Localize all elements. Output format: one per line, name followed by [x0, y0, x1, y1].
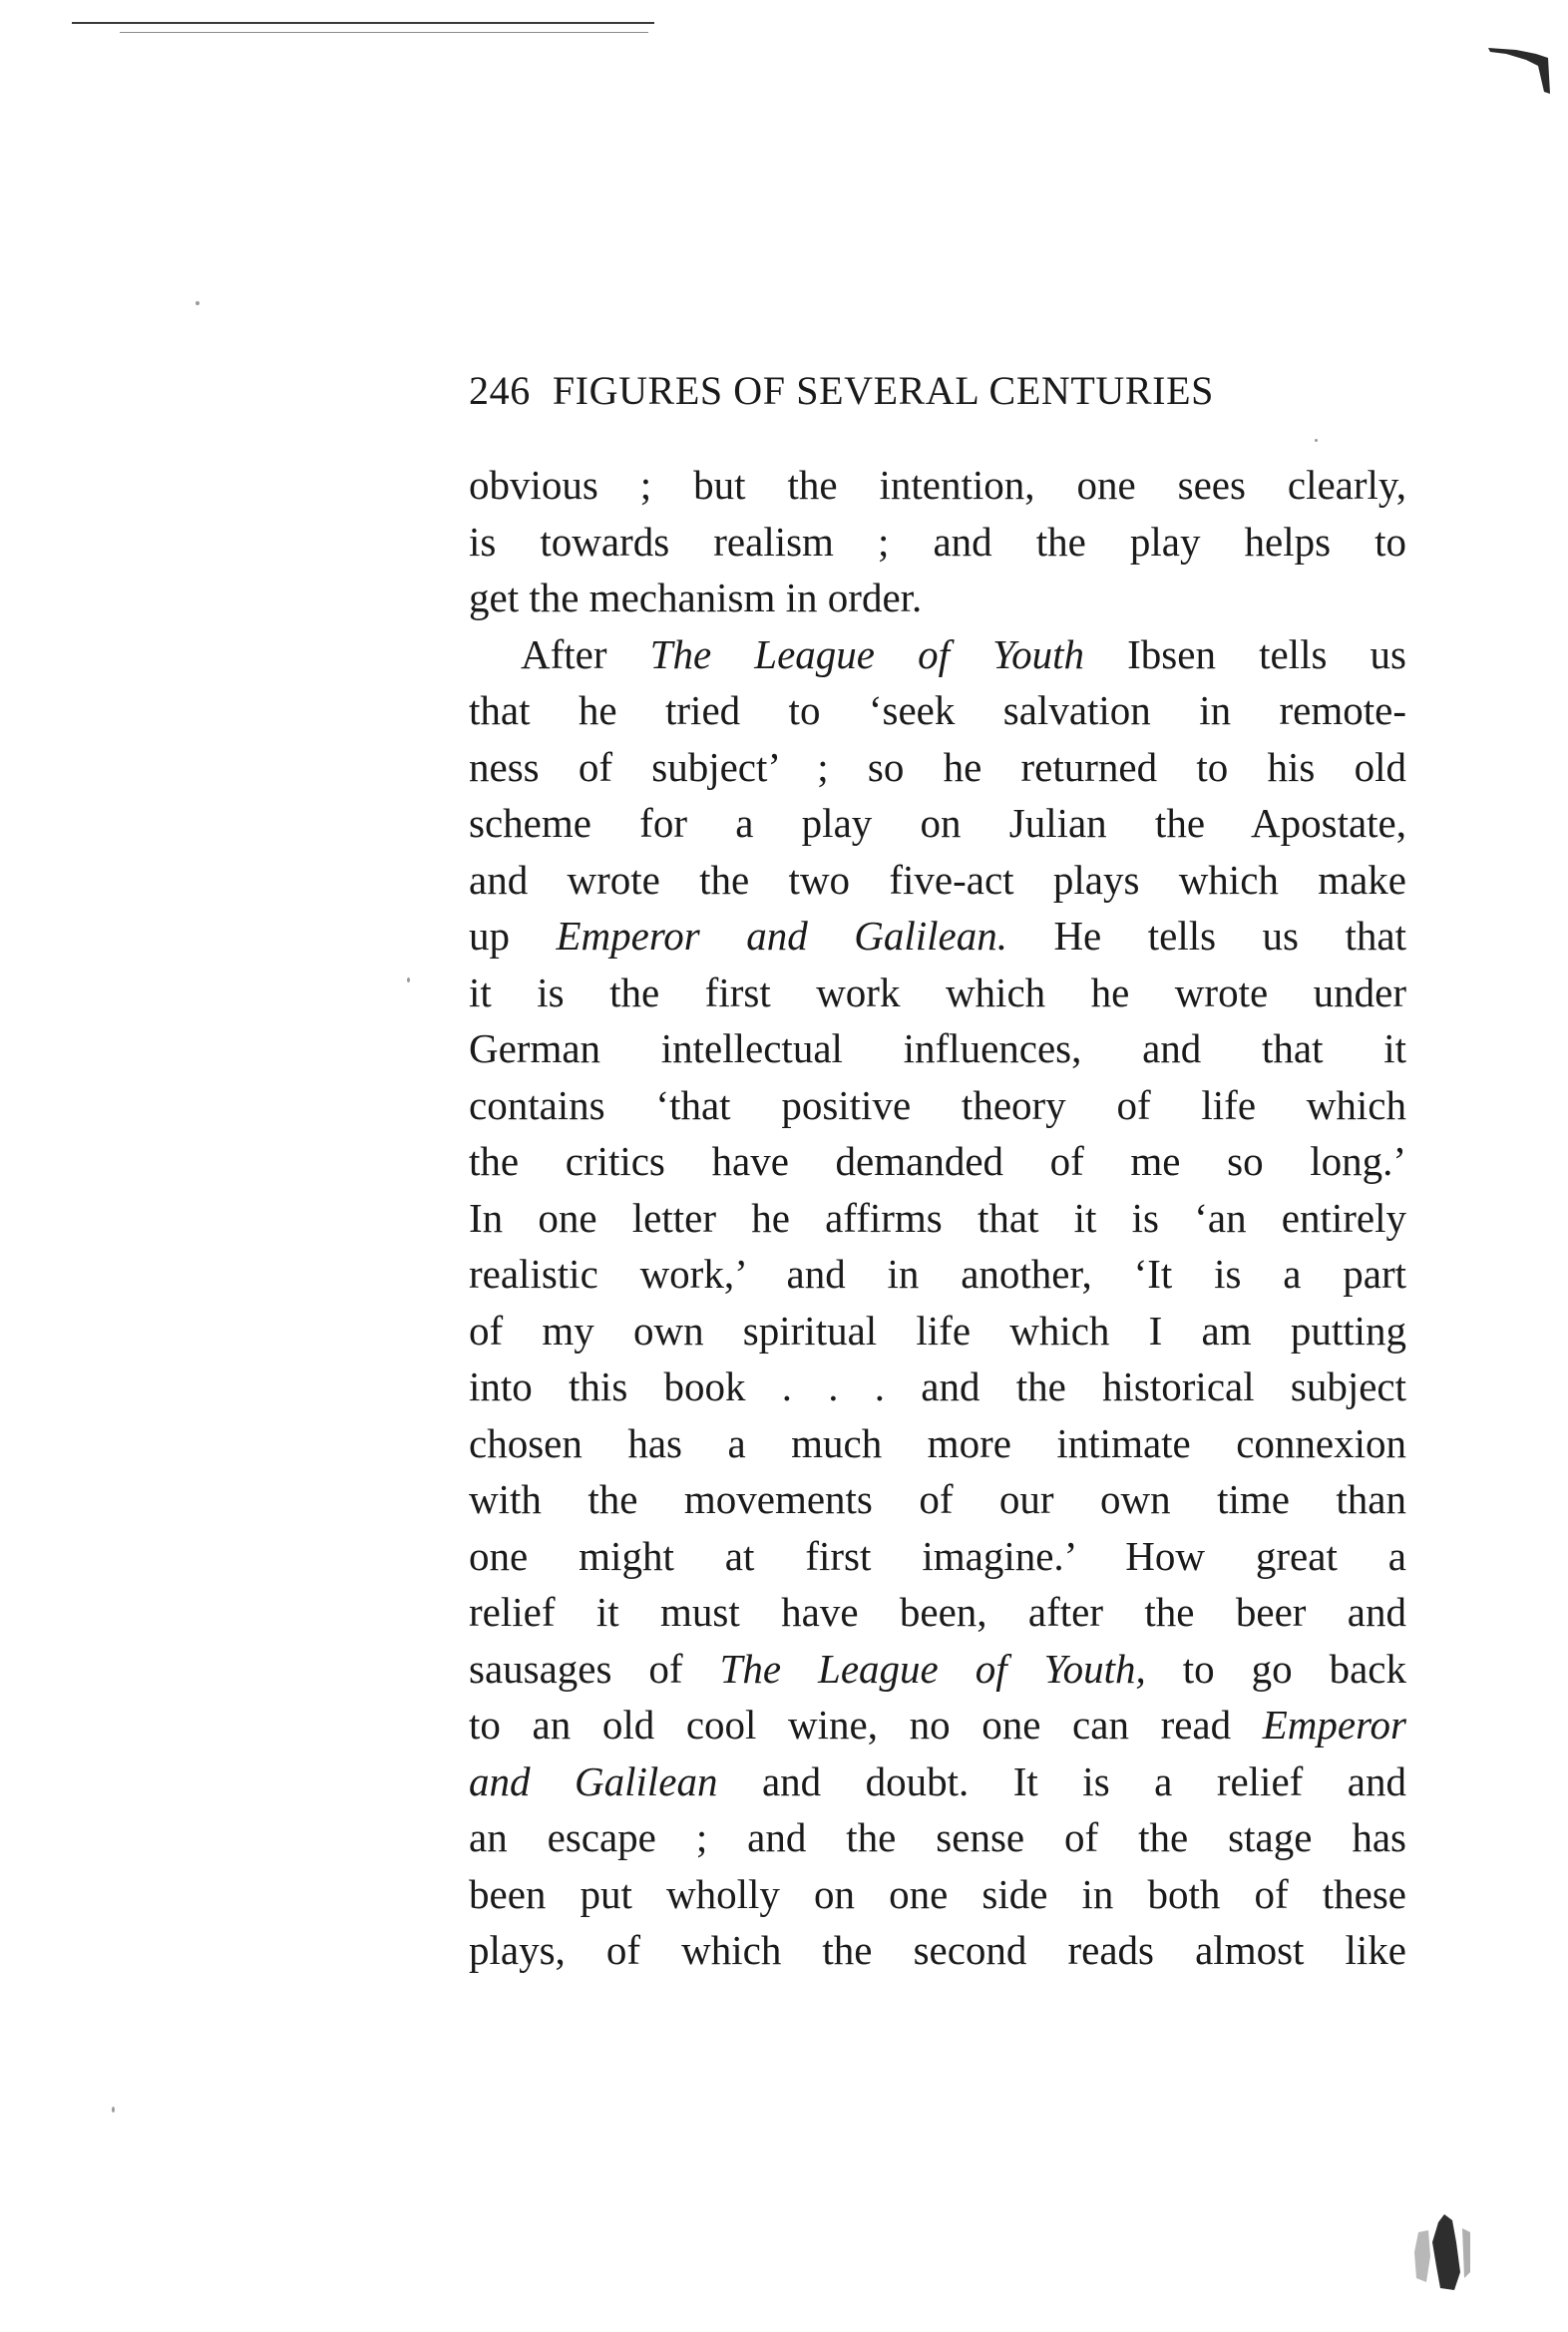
text-line: After The League of Youth Ibsen tells us — [521, 630, 1406, 677]
text-line: that he tried to ‘seek salvation in remote- — [469, 687, 1406, 733]
text-line: into this book . . . and the historical subject — [469, 1363, 1406, 1409]
book-title: and Galilean — [469, 1757, 718, 1804]
top-rule — [72, 22, 654, 24]
body-text — [469, 457, 1406, 1979]
binding-smudge-mark — [1404, 2212, 1474, 2292]
running-head — [469, 361, 1386, 421]
text-line: relief it must have been, after the beer and — [469, 1589, 1406, 1635]
text-line: to an old cool wine, no one can read Emperor — [469, 1702, 1406, 1748]
page-number: 246 — [469, 368, 531, 413]
book-title: Emperor and Galilean. — [556, 913, 1007, 959]
text-line: been put wholly on one side in both of these — [469, 1870, 1406, 1917]
text-line: the critics have demanded of me so long.’ — [469, 1138, 1406, 1184]
paper-speck — [196, 301, 199, 305]
running-title: FIGURES OF SEVERAL CENTURIES — [552, 368, 1214, 413]
text-line: contains ‘that positive theory of life which — [469, 1081, 1406, 1128]
text-line: it is the first work which he wrote under — [469, 969, 1406, 1015]
top-rule-faint — [120, 32, 648, 33]
text-line: up Emperor and Galilean. He tells us that — [469, 913, 1406, 959]
text-line: German intellectual influences, and that it — [469, 1025, 1406, 1071]
book-title: The League of Youth, — [719, 1645, 1146, 1692]
text-line: and Galilean and doubt. It is a relief and — [469, 1757, 1406, 1804]
text-line: is towards realism ; and the play helps to — [469, 518, 1406, 565]
text-line: scheme for a play on Julian the Apostate, — [469, 800, 1406, 846]
text-line: plays, of which the second reads almost like — [469, 1927, 1406, 1973]
text-line: sausages of The League of Youth, to go back — [469, 1645, 1406, 1692]
book-title: The League of Youth — [649, 630, 1085, 677]
book-title: Emperor — [1262, 1702, 1406, 1748]
text-line: obvious ; but the intention, one sees clearly, — [469, 462, 1406, 508]
text-line: and wrote the two five-act plays which make — [469, 856, 1406, 903]
text-line: chosen has a much more intimate connexion — [469, 1419, 1406, 1466]
paper-speck — [407, 977, 410, 982]
text-line: In one letter he affirms that it is ‘an entirely — [469, 1194, 1406, 1241]
paper-speck — [112, 2107, 115, 2113]
text-line: get the mechanism in order. — [469, 575, 923, 620]
text-line: of my own spiritual life which I am putting — [469, 1307, 1406, 1354]
text-line: ness of subject’ ; so he returned to his old — [469, 743, 1406, 790]
paper-speck — [1315, 439, 1318, 442]
text-line: an escape ; and the sense of the stage has — [469, 1814, 1406, 1860]
text-line: with the movements of our own time than — [469, 1476, 1406, 1522]
torn-corner-mark — [1486, 44, 1552, 96]
text-line: one might at first imagine.’ How great a — [469, 1532, 1406, 1579]
text-line: realistic work,’ and in another, ‘It is a part — [469, 1251, 1406, 1297]
